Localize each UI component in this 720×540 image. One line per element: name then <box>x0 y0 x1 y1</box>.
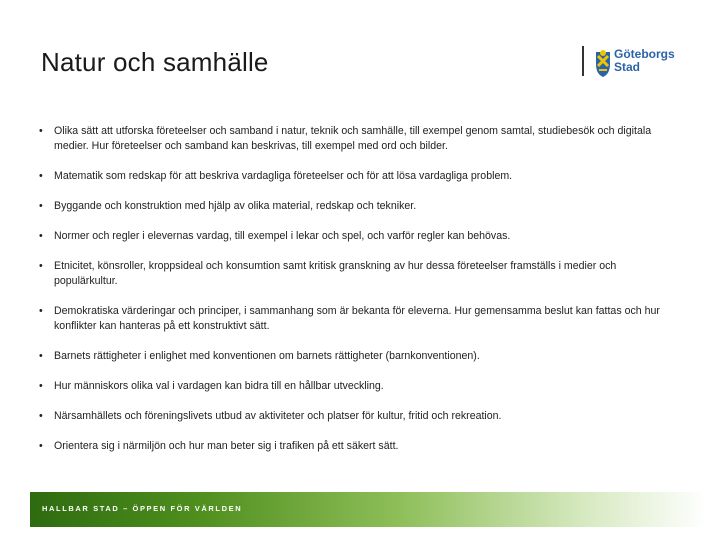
bullet-item: • Byggande och konstruktion med hjälp av olika material, redskap och tekniker. <box>39 199 679 214</box>
goteborg-crest-icon <box>594 48 612 78</box>
bullet-list <box>39 124 679 454</box>
bullet-item: • Olika sätt att utforska företeelser och samband i natur, teknik och samhälle, till exempel genom samtal, studiebesök och digitala medier. Hur företeelser och samband kan beskrivas, till exempel med ord och bilder. <box>39 124 679 154</box>
bullet-item: • Normer och regler i elevernas vardag, till exempel i lekar och spel, och varför regler kan behövas. <box>39 229 679 244</box>
bullet-item: • Hur människors olika val i vardagen kan bidra till en hållbar utveckling. <box>39 379 679 394</box>
logo-text: Göteborgs Stad <box>614 47 675 74</box>
logo-divider <box>582 46 584 76</box>
bullet-item: • Närsamhällets och föreningslivets utbud av aktiviteter och platser för kultur, fritid och rekreation. <box>39 409 679 424</box>
bullet-item: • Demokratiska värderingar och principer, i sammanhang som är bekanta för eleverna. Hur gemensamma beslut kan fattas och hur konflikter kan hanteras på ett konstruktivt sätt. <box>39 304 679 334</box>
page-title: Natur och samhälle <box>41 47 269 77</box>
bullet-item: • Etnicitet, könsroller, kroppsideal och konsumtion samt kritisk granskning av hur dessa företeelser framställs i medier och populärkultur. <box>39 259 679 289</box>
bullet-item: • Barnets rättigheter i enlighet med konventionen om barnets rättigheter (barnkonventionen). <box>39 349 679 364</box>
goteborg-logo <box>594 46 690 80</box>
bullet-item: • Matematik som redskap för att beskriva vardagliga företeelser och för att lösa vardagliga problem. <box>39 169 679 184</box>
footer-slogan: HALLBAR STAD – ÖPPEN FÖR VÄRLDEN <box>42 504 243 513</box>
bullet-item: • Orientera sig i närmiljön och hur man beter sig i trafiken på ett säkert sätt. <box>39 439 679 454</box>
footer-banner <box>30 492 706 527</box>
